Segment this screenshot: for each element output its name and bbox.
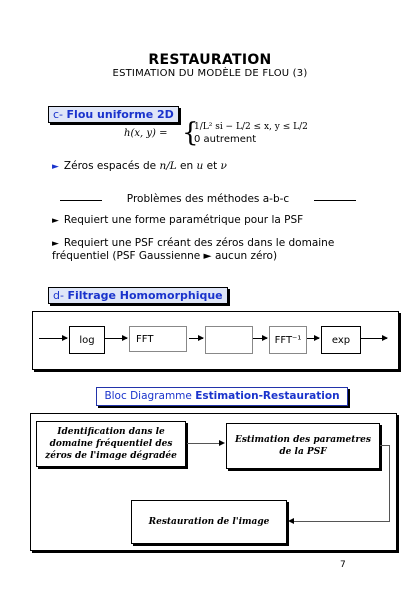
problem-bullet-1 (52, 214, 303, 226)
zeros-text-c: et (203, 160, 221, 172)
arrow-in (39, 338, 67, 339)
section-d-label: Filtrage Homomorphique (67, 289, 223, 302)
problem-bullet-2 (52, 237, 334, 249)
block-exp: exp (321, 326, 361, 354)
section-c-label: Flou uniforme 2D (66, 108, 174, 121)
connector-bottom (293, 521, 390, 522)
arrow-ifft-exp (307, 338, 319, 339)
box-restauration: Restauration de l'image (131, 500, 287, 544)
formula-line-2: 0 autrement (194, 134, 257, 145)
problems-heading: Problèmes des méthodes a-b-c (126, 193, 290, 205)
zeros-text-b: en (176, 160, 197, 172)
arrow-ident-estim (187, 443, 221, 444)
problem-bullet-2-cont: fréquentiel (PSF Gaussienne ► aucun zéro) (52, 250, 278, 262)
identification-line-2: domaine fréquentiel des (49, 439, 173, 449)
page-number: 7 (340, 560, 346, 570)
bullet-triangle-icon: ► (52, 216, 59, 226)
rule-left (60, 200, 102, 201)
arrow-out (361, 338, 387, 339)
bullet-triangle-icon: ► (52, 162, 59, 172)
zeros-var-c: ν (220, 160, 227, 172)
block-ifft: FFT⁻¹ (269, 326, 307, 354)
section-c-header (48, 106, 179, 123)
caption-bold: Estimation-Restauration (195, 390, 340, 402)
arrow-fft-filter (189, 338, 203, 339)
estimation-line-2: de la PSF (279, 447, 327, 457)
block-log: log (69, 326, 105, 354)
zeros-bullet (52, 160, 227, 172)
uniform-blur-formula (124, 118, 324, 148)
identification-line-3: zéros de l'image dégradée (45, 451, 177, 461)
formula-line-1: 1/L² si − L/2 ≤ x, y ≤ L/2 (194, 122, 308, 132)
rule-right (314, 200, 356, 201)
estimation-line-1: Estimation des parametres (235, 435, 371, 445)
block-filter (205, 326, 253, 354)
connector-right-top (380, 445, 389, 446)
section-d-header (48, 287, 228, 304)
problem-bullet-1-text: Requiert une forme paramétrique pour la PSF (63, 214, 304, 226)
page-subtitle: ESTIMATION DU MODÈLE DE FLOU (3) (112, 68, 308, 79)
section-c-prefix: c- (53, 108, 64, 121)
arrow-log-fft (105, 338, 127, 339)
block-fft: FFT (129, 326, 187, 352)
identification-line-1: Identification dans le (57, 427, 165, 437)
connector-right-vertical (389, 445, 390, 521)
estimation-restauration-diagram (30, 413, 397, 551)
formula-lhs: h(x, y) = (124, 128, 168, 139)
arrowhead-right (219, 440, 225, 446)
homomorphic-block-diagram (32, 311, 399, 370)
zeros-var-a: n/L (159, 160, 177, 172)
diagram-caption (96, 387, 348, 406)
formula-brace: { (182, 118, 199, 148)
bullet-triangle-icon: ► (52, 239, 59, 249)
section-d-prefix: d- (53, 289, 64, 302)
problem-bullet-2-text: Requiert une PSF créant des zéros dans le domaine (63, 237, 335, 249)
arrowhead-left (288, 518, 294, 524)
box-identification (36, 421, 186, 467)
zeros-var-b: u (196, 160, 204, 172)
caption-normal: Bloc Diagramme (104, 390, 196, 402)
zeros-text-a: Zéros espacés de (63, 160, 160, 172)
arrow-filter-ifft (253, 338, 267, 339)
box-estimation (226, 423, 380, 469)
page-title: RESTAURATION (148, 52, 272, 68)
